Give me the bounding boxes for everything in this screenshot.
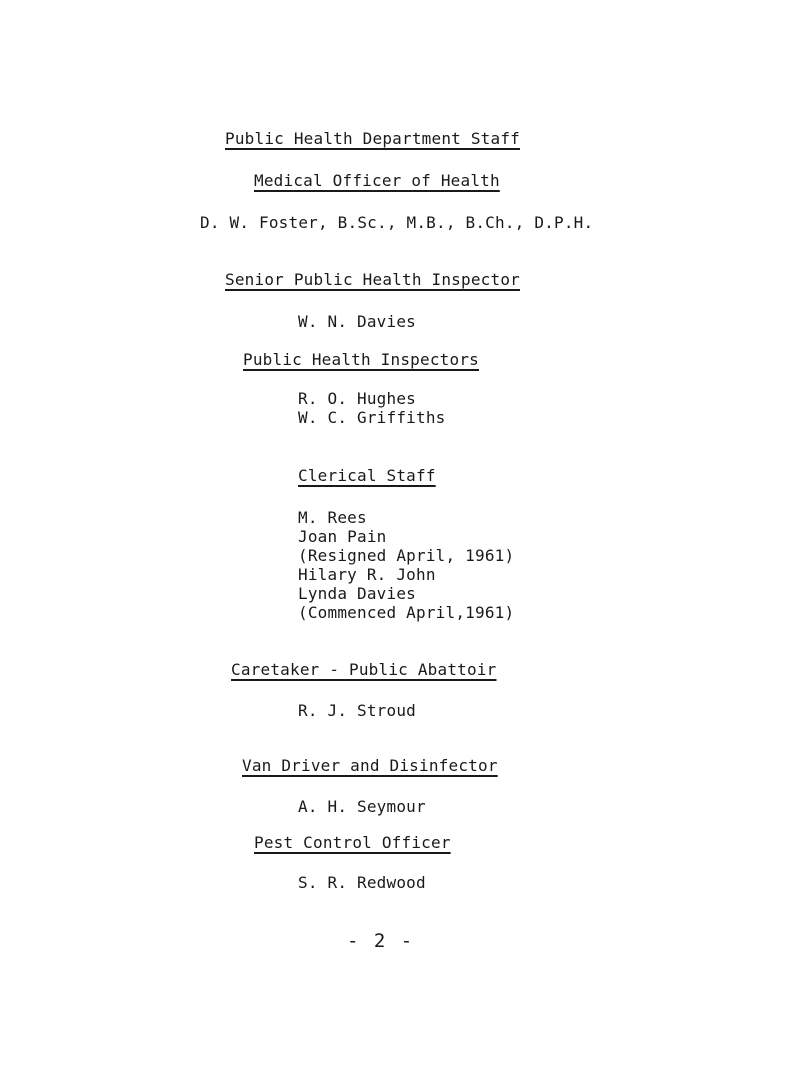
section-heading-medical-officer: Medical Officer of Health: [254, 171, 500, 190]
staff-name: S. R. Redwood: [298, 873, 426, 892]
staff-name: Joan Pain: [298, 527, 387, 546]
staff-name: W. C. Griffiths: [298, 408, 446, 427]
staff-name: M. Rees: [298, 508, 367, 527]
staff-name: R. O. Hughes: [298, 389, 416, 408]
staff-name: Hilary R. John: [298, 565, 436, 584]
staff-name: R. J. Stroud: [298, 701, 416, 720]
staff-name: W. N. Davies: [298, 312, 416, 331]
section-heading-caretaker: Caretaker - Public Abattoir: [231, 660, 497, 679]
section-heading-van-driver: Van Driver and Disinfector: [242, 756, 498, 775]
staff-name: Lynda Davies: [298, 584, 416, 603]
staff-name: D. W. Foster, B.Sc., M.B., B.Ch., D.P.H.: [200, 213, 594, 232]
page-number: - 2 -: [347, 930, 415, 952]
staff-note: (Resigned April, 1961): [298, 546, 515, 565]
staff-note: (Commenced April,1961): [298, 603, 515, 622]
page-title: Public Health Department Staff: [225, 129, 520, 148]
section-heading-pest-control: Pest Control Officer: [254, 833, 451, 852]
section-heading-clerical: Clerical Staff: [298, 466, 436, 485]
staff-name: A. H. Seymour: [298, 797, 426, 816]
section-heading-senior-inspector: Senior Public Health Inspector: [225, 270, 520, 289]
section-heading-inspectors: Public Health Inspectors: [243, 350, 479, 369]
